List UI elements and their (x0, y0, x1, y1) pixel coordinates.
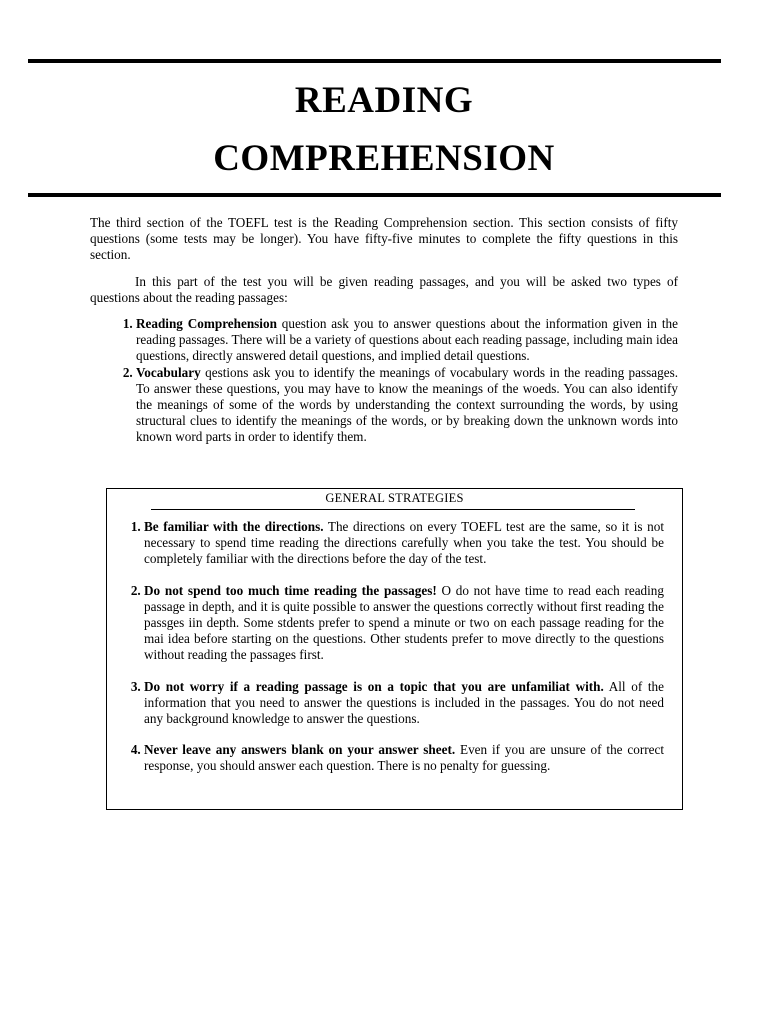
list-item-text: qestions ask you to identify the meanings of vocabulary words in the reading passages. To answer these questions, you may have to know the meanings of the woeds. You can also identify the meanings of some of the words by understanding the context surrounding the words, by using structural clues to identify the meanings of the words, or by breaking down the unknown words into known word parts in order to identify them. (136, 364, 678, 445)
strategy-text: The directions on every TOEFL test are the same, so it is not necessary to spend time reading the directions carefully when you take the test. You should be completely familiar with the directions before the day of the test. (144, 519, 664, 567)
list-item-term: Vocabulary (136, 364, 201, 380)
top-rule (28, 59, 721, 63)
strategies-list (107, 519, 664, 790)
strategy-bold: Be familiar with the directions. (144, 519, 324, 534)
strategy-text: All of the information that you need to answer the questions is included in the passages. You do not need any background knowledge to answer the questions. (144, 678, 664, 727)
list-item (136, 365, 678, 446)
strategy-bold: Never leave any answers blank on your answer sheet. (144, 742, 456, 758)
intro-paragraph-2: In this part of the test you will be given reading passages, and you will be asked two types of questions about the reading passages: (90, 273, 678, 305)
title-line-2: COMPREHENSION (213, 138, 555, 179)
title-underline-rule (28, 193, 721, 197)
body-text (90, 215, 678, 446)
strategy-text: O do not have time to read each reading passage in depth, and it is quite possible to answer the questions correctly without first reading the passges iin depth. Some stdents prefer to spend a minute or two on each passage reading for the mai idea before starting on the questions. Other students prefer to move directly to the questions without reading the passages first. (144, 582, 664, 663)
list-item (144, 583, 664, 664)
list-item-text: question ask you to answer questions about the information given in the reading passages. There will be a variety of questions about each reading passage, including main idea questions, directly answered detail questions, and implied detail questions. (136, 316, 678, 364)
strategy-text: Even if you are unsure of the correct response, you should answer each question. There is no penalty for guessing. (144, 742, 664, 774)
strategy-bold: Do not worry if a reading passage is on a topic that you are unfamiliat with. (144, 678, 604, 694)
list-item (144, 742, 664, 774)
list-item-term: Reading Comprehension (136, 316, 277, 332)
list-item (144, 519, 664, 568)
title-line-1: READING (294, 80, 474, 121)
strategy-bold: Do not spend too much time reading the passages! (144, 582, 437, 598)
question-types-list (90, 316, 678, 446)
list-item (144, 679, 664, 728)
strategies-heading: GENERAL STRATEGIES (325, 491, 464, 505)
list-item (136, 316, 678, 365)
page-title (0, 72, 768, 188)
intro-paragraph-1: The third section of the TOEFL test is the Reading Comprehension section. This section consists of fifty questions (some tests may be longer). You have fifty-five minutes to complete the fifty questions in this section. (90, 215, 678, 263)
strategies-heading-rule (151, 509, 635, 510)
general-strategies-box (106, 488, 683, 810)
